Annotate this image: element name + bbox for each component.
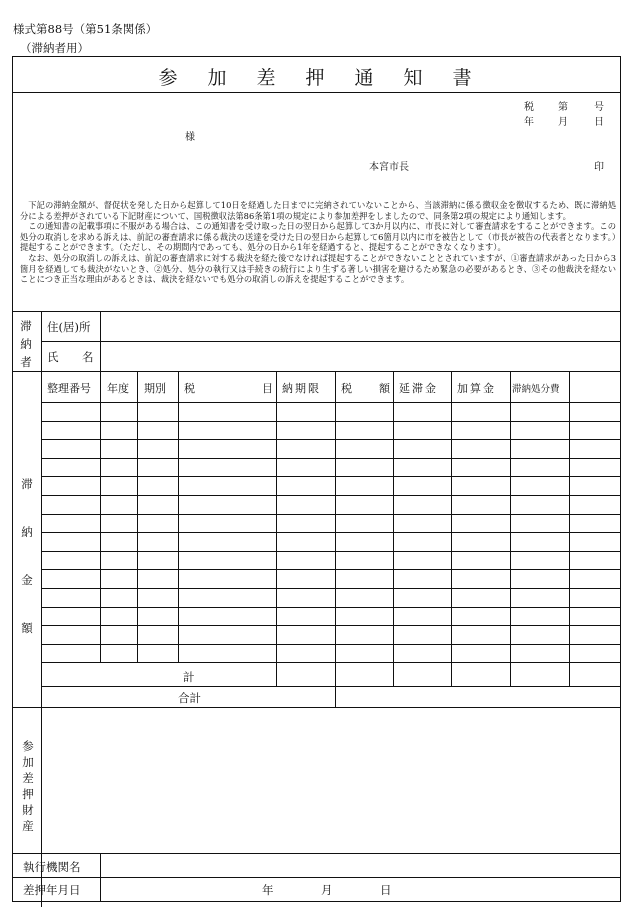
col-shobunhi: 滞納処分費	[512, 384, 560, 395]
property-top-border	[12, 707, 621, 708]
notice-body	[20, 200, 616, 285]
label-column-divider	[41, 311, 42, 907]
footer-row-divider	[12, 877, 621, 878]
table-row-divider	[41, 551, 621, 552]
col-kibetsu: 期別	[144, 382, 166, 395]
amount-section-label: 滞納金額	[21, 477, 33, 635]
copy-designation: （滞納者用）	[20, 41, 89, 55]
date-unit-month: 月	[321, 883, 333, 897]
taxpayer-row-divider	[41, 341, 621, 342]
form-frame	[12, 56, 621, 902]
footer-label-divider	[100, 853, 101, 902]
col-zeigaku-1: 税	[341, 382, 352, 395]
header-row-divider	[41, 402, 621, 403]
table-row-divider	[41, 625, 621, 626]
address-label: 住(居)所	[47, 320, 91, 334]
table-row-divider	[41, 476, 621, 477]
col-nouki: 納期限	[282, 382, 321, 395]
amount-top-border	[12, 371, 621, 372]
title-divider	[12, 92, 621, 93]
document-title: 参加差押通知書	[158, 67, 502, 89]
taxpayer-section-label: 滞納者	[20, 319, 32, 369]
subtotal-label: 計	[183, 670, 195, 684]
table-row-divider	[41, 532, 621, 533]
seal-mark: 印	[594, 162, 604, 173]
footer-top-border	[12, 853, 621, 854]
name-label: 氏 名	[47, 350, 100, 364]
col-zeigaku-2: 額	[379, 382, 390, 395]
total-col-divider	[335, 686, 336, 707]
table-col-divider	[451, 371, 452, 686]
table-row-divider	[41, 514, 621, 515]
total-label: 合計	[178, 691, 201, 705]
table-row-divider	[41, 421, 621, 422]
date-unit-year: 年	[262, 883, 274, 897]
table-row-divider	[41, 588, 621, 589]
table-col-divider	[569, 371, 570, 686]
form-number: 様式第88号（第51条関係）	[13, 22, 158, 36]
table-row-divider	[41, 439, 621, 440]
body-bottom-divider	[41, 662, 621, 663]
date-unit-day: 日	[380, 883, 392, 897]
date-label: 差押年月日	[23, 883, 81, 897]
table-row-divider	[41, 569, 621, 570]
body-paragraph: なお、処分の取消しの訴えは、前記の審査請求に対する裁決を経た後でなければ提起することができないこととされていますが、①審査請求があった日から3箇月を経過しても裁決がないとき、②処分、処分の執行又は手続きの続行により生ずる著しい損害を避けるため緊急の必要があるとき、③その他裁決を経ないことにつき正当な理由があるときは、裁決を経ないでも処分の取消しの訴えを提起することができます。	[20, 252, 616, 285]
subtotal-divider	[41, 686, 621, 687]
col-moku: 目	[262, 382, 273, 395]
doc-date-year: 年	[524, 117, 534, 128]
table-col-divider	[276, 371, 277, 686]
agency-label: 執行機関名	[23, 860, 81, 874]
table-row-divider	[41, 644, 621, 645]
doc-ref-go: 号	[594, 102, 604, 113]
table-col-divider	[178, 371, 179, 662]
col-nendo: 年度	[107, 382, 129, 395]
addressee-suffix: 様	[185, 132, 195, 143]
col-seiri-bango: 整理番号	[47, 382, 91, 395]
doc-ref-dai: 第	[558, 102, 568, 113]
doc-ref-tax: 税	[524, 102, 534, 113]
issuer-name: 本宮市長	[369, 162, 409, 173]
body-paragraph: この通知書の記載事項に不服がある場合は、この通知書を受け取った日の翌日から起算して3か月以内に、市長に対して審査請求をすることができます。この処分の取消しを求める訴えは、前記の審査請求に係る裁決の送達を受けた日の翌日から起算して6箇月以内に市を被告として（市長が被告の代表者となります。）提起することができます。（ただし、その期間内であっても、処分の日から1年を経過すると、提起することができなくなります）。	[20, 221, 616, 253]
table-col-divider	[137, 371, 138, 662]
col-entaikin: 延滞金	[399, 382, 438, 395]
doc-date-day: 日	[594, 117, 604, 128]
col-zei: 税	[184, 382, 195, 395]
table-row-divider	[41, 607, 621, 608]
table-col-divider	[335, 371, 336, 686]
table-row-divider	[41, 495, 621, 496]
col-kasankin: 加算金	[457, 382, 496, 395]
body-paragraph: 下記の滞納金額が、督促状を発した日から起算して10日を経過した日までに完納されていないことから、当該滞納に係る徴収金を徴収するため、既に滞納処分による差押がされている下記財産について、国税徴収法第86条第1項の規定により参加差押をしましたので、同条第2項の規定により通知します。	[20, 200, 616, 221]
table-row-divider	[41, 458, 621, 459]
table-col-divider	[510, 371, 511, 686]
doc-date-month: 月	[558, 117, 568, 128]
table-col-divider	[100, 371, 101, 662]
table-col-divider	[393, 371, 394, 686]
property-section-label: 参加差押財産	[22, 739, 34, 833]
taxpayer-top-border	[12, 311, 621, 312]
